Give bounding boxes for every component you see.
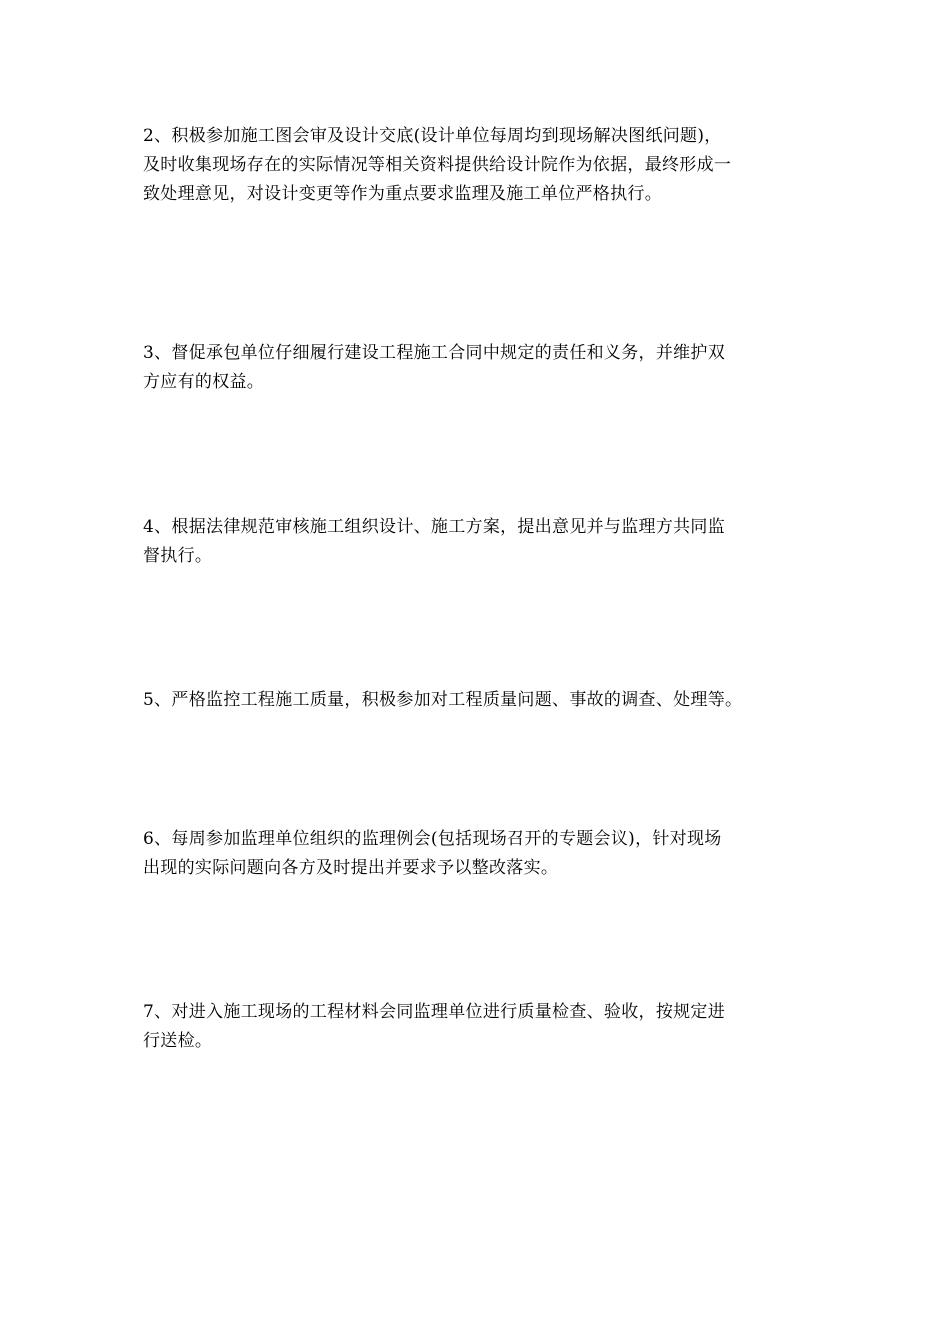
paragraph-line: 4、根据法律规范审核施工组织设计、施工方案，提出意见并与监理方共同监 [143, 517, 726, 537]
paragraph-item-3 [143, 339, 813, 397]
paragraph-line: 致处理意见，对设计变更等作为重点要求监理及施工单位严格执行。 [143, 184, 662, 204]
paragraph-item-2 [143, 122, 813, 209]
paragraph-item-7 [143, 998, 813, 1056]
paragraph-item-5 [143, 686, 813, 715]
paragraph-line: 3、督促承包单位仔细履行建设工程施工合同中规定的责任和义务，并维护双 [143, 343, 726, 363]
paragraph-line: 5、严格监控工程施工质量，积极参加对工程质量问题、事故的调查、处理等。 [143, 690, 743, 710]
paragraph-line: 方应有的权益。 [143, 372, 265, 392]
paragraph-line: 6、每周参加监理单位组织的监理例会(包括现场召开的专题会议)，针对现场 [143, 829, 722, 849]
paragraph-item-6 [143, 825, 813, 883]
paragraph-line: 2、积极参加施工图会审及设计交底(设计单位每周均到现场解决图纸问题)， [143, 126, 722, 146]
paragraph-line: 7、对进入施工现场的工程材料会同监理单位进行质量检查、验收，按规定进 [143, 1002, 726, 1022]
paragraph-line: 行送检。 [143, 1031, 213, 1051]
paragraph-line: 及时收集现场存在的实际情况等相关资料提供给设计院作为依据，最终形成一 [143, 155, 732, 175]
paragraph-line: 督执行。 [143, 546, 213, 566]
paragraph-line: 出现的实际问题向各方及时提出并要求予以整改落实。 [143, 858, 559, 878]
paragraph-item-4 [143, 513, 813, 571]
